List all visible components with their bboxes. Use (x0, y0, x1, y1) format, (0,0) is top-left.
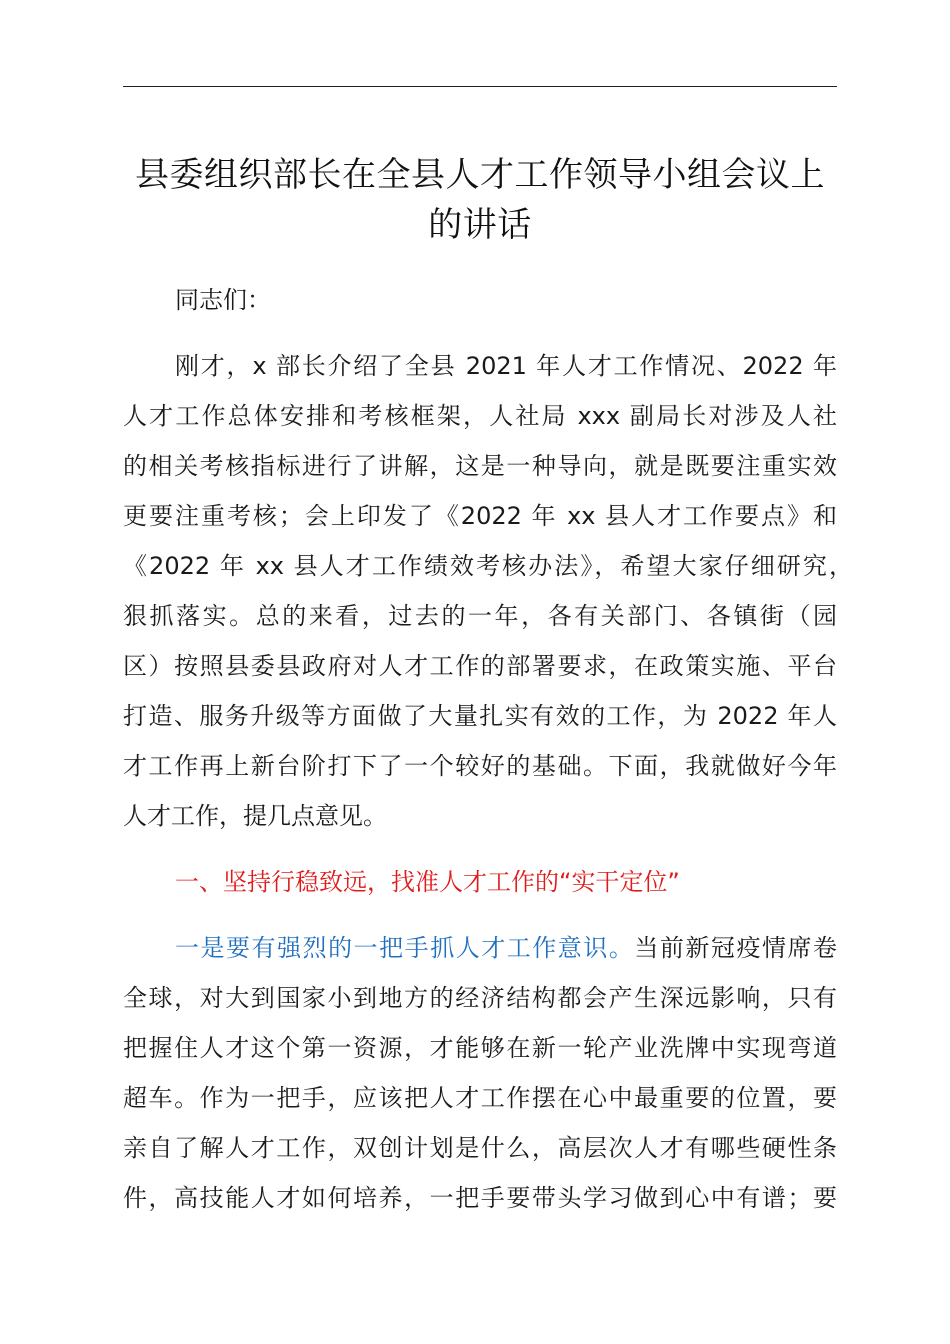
paragraph-line: 狠抓落实。总的来看，过去的一年，各有关部门、各镇街（园 (123, 602, 837, 630)
paragraph-line: 超车。作为一把手，应该把人才工作摆在心中最重要的位置，要 (123, 1084, 837, 1112)
point-lead-rest: 当前新冠疫情席卷 (634, 934, 837, 962)
paragraph-line: 刚才，x 部长介绍了全县 2021 年人才工作情况、2022 年 (175, 352, 837, 380)
section-heading: 一、坚持行稳致远，找准人才工作的“实干定位” (175, 868, 680, 896)
paragraph-line: 人才工作，提几点意见。 (123, 802, 387, 830)
salutation: 同志们： (175, 286, 271, 314)
point-lead: 一是要有强烈的一把手抓人才工作意识。 (175, 934, 635, 962)
header-rule (123, 86, 837, 87)
paragraph-line: 把握住人才这个第一资源，才能够在新一轮产业洗牌中实现弯道 (123, 1034, 837, 1062)
paragraph-line: 更要注重考核；会上印发了《2022 年 xx 县人才工作要点》和 (123, 502, 837, 530)
paragraph-line: 人才工作总体安排和考核框架，人社局 xxx 副局长对涉及人社 (123, 402, 837, 430)
paragraph-line: 全球，对大到国家小到地方的经济结构都会产生深远影响，只有 (123, 984, 837, 1012)
paragraph-line: 亲自了解人才工作，双创计划是什么，高层次人才有哪些硬性条 (123, 1134, 837, 1162)
title-line-2: 的讲话 (428, 205, 532, 245)
paragraph-line: 《2022 年 xx 县人才工作绩效考核办法》，希望大家仔细研究， (123, 552, 853, 580)
document-title (110, 150, 850, 250)
paragraph-line: 的相关考核指标进行了讲解，这是一种导向，就是既要注重实效 (123, 452, 837, 480)
paragraph-line: 件，高技能人才如何培养，一把手要带头学习做到心中有谱；要 (123, 1184, 837, 1212)
title-line-1: 县委组织部长在全县人才工作领导小组会议上 (135, 155, 825, 195)
paragraph-line: 打造、服务升级等方面做了大量扎实有效的工作，为 2022 年人 (123, 702, 837, 730)
paragraph-line: 区）按照县委县政府对人才工作的部署要求，在政策实施、平台 (123, 652, 837, 680)
paragraph-line (175, 931, 837, 965)
paragraph-line: 才工作再上新台阶打下了一个较好的基础。下面，我就做好今年 (123, 752, 837, 780)
